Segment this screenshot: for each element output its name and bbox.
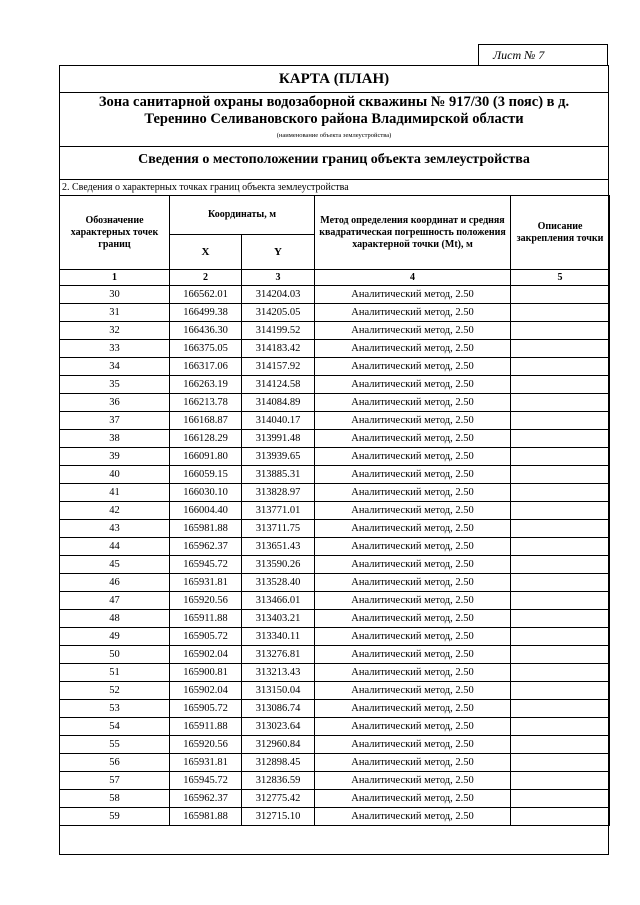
cell-description: [511, 682, 610, 700]
cell-description: [511, 556, 610, 574]
cell-y: 314199.52: [242, 322, 315, 340]
cell-point: 30: [60, 286, 170, 304]
cell-description: [511, 538, 610, 556]
table-body: [60, 286, 610, 826]
cell-y: 314040.17: [242, 412, 315, 430]
cell-description: [511, 376, 610, 394]
cell-y: 313828.97: [242, 484, 315, 502]
cell-x: 166499.38: [170, 304, 242, 322]
cell-y: 313086.74: [242, 700, 315, 718]
cell-description: [511, 286, 610, 304]
cell-point: 43: [60, 520, 170, 538]
table-row: [60, 358, 610, 376]
cell-x: 166562.01: [170, 286, 242, 304]
table-row: [60, 340, 610, 358]
cell-y: 314157.92: [242, 358, 315, 376]
cell-x: 166128.29: [170, 430, 242, 448]
cell-y: 313711.75: [242, 520, 315, 538]
cell-method: Аналитический метод, 2.50: [315, 376, 511, 394]
document-frame: [59, 65, 609, 855]
cell-y: 312836.59: [242, 772, 315, 790]
cell-description: [511, 790, 610, 808]
cell-y: 314204.03: [242, 286, 315, 304]
cell-x: 165931.81: [170, 574, 242, 592]
boundary-points-table: [59, 195, 610, 826]
table-row: [60, 538, 610, 556]
header-description: Описание закрепления точки: [511, 196, 610, 270]
cell-method: Аналитический метод, 2.50: [315, 772, 511, 790]
cell-point: 39: [60, 448, 170, 466]
table-row: [60, 592, 610, 610]
cell-y: 313403.21: [242, 610, 315, 628]
column-number: 4: [315, 270, 511, 286]
table-row: [60, 556, 610, 574]
cell-method: Аналитический метод, 2.50: [315, 502, 511, 520]
cell-x: 165981.88: [170, 808, 242, 826]
cell-point: 58: [60, 790, 170, 808]
cell-method: Аналитический метод, 2.50: [315, 322, 511, 340]
cell-point: 47: [60, 592, 170, 610]
document-title: КАРТА (ПЛАН): [278, 71, 390, 87]
cell-x: 166004.40: [170, 502, 242, 520]
cell-y: 313150.04: [242, 682, 315, 700]
cell-method: Аналитический метод, 2.50: [315, 430, 511, 448]
cell-y: 313991.48: [242, 430, 315, 448]
cell-method: Аналитический метод, 2.50: [315, 520, 511, 538]
cell-point: 48: [60, 610, 170, 628]
cell-description: [511, 646, 610, 664]
cell-description: [511, 322, 610, 340]
cell-point: 36: [60, 394, 170, 412]
cell-point: 50: [60, 646, 170, 664]
cell-y: 313023.64: [242, 718, 315, 736]
cell-method: Аналитический метод, 2.50: [315, 628, 511, 646]
cell-y: 313528.40: [242, 574, 315, 592]
cell-x: 165981.88: [170, 520, 242, 538]
table-row: [60, 682, 610, 700]
cell-x: 166059.15: [170, 466, 242, 484]
table-row: [60, 286, 610, 304]
cell-y: 313276.81: [242, 646, 315, 664]
cell-description: [511, 466, 610, 484]
cell-y: 313340.11: [242, 628, 315, 646]
table-row: [60, 412, 610, 430]
cell-description: [511, 736, 610, 754]
cell-method: Аналитический метод, 2.50: [315, 286, 511, 304]
cell-y: 313213.43: [242, 664, 315, 682]
column-number: 5: [511, 270, 610, 286]
cell-point: 45: [60, 556, 170, 574]
cell-method: Аналитический метод, 2.50: [315, 664, 511, 682]
subsection-title: 2. Сведения о характерных точках границ объекта землеустройства: [62, 182, 349, 193]
cell-method: Аналитический метод, 2.50: [315, 574, 511, 592]
cell-x: 166030.10: [170, 484, 242, 502]
cell-x: 165911.88: [170, 718, 242, 736]
divider: [60, 179, 608, 180]
cell-x: 165920.56: [170, 736, 242, 754]
cell-method: Аналитический метод, 2.50: [315, 592, 511, 610]
cell-method: Аналитический метод, 2.50: [315, 610, 511, 628]
table-row: [60, 376, 610, 394]
cell-point: 38: [60, 430, 170, 448]
cell-x: 165962.37: [170, 538, 242, 556]
cell-y: 314084.89: [242, 394, 315, 412]
cell-x: 166317.06: [170, 358, 242, 376]
table-row: [60, 628, 610, 646]
cell-x: 165905.72: [170, 700, 242, 718]
table-row: [60, 610, 610, 628]
object-name: Зона санитарной охраны водозаборной скважины № 917/30 (3 пояс) в д. Теренино Селивановского района Владимирской области: [98, 94, 570, 127]
cell-y: 314124.58: [242, 376, 315, 394]
cell-x: 165945.72: [170, 772, 242, 790]
cell-description: [511, 430, 610, 448]
cell-description: [511, 610, 610, 628]
table-row: [60, 772, 610, 790]
cell-x: 165945.72: [170, 556, 242, 574]
cell-method: Аналитический метод, 2.50: [315, 718, 511, 736]
cell-x: 166263.19: [170, 376, 242, 394]
table-row: [60, 484, 610, 502]
table-row: [60, 646, 610, 664]
cell-x: 165902.04: [170, 646, 242, 664]
cell-point: 53: [60, 700, 170, 718]
cell-point: 46: [60, 574, 170, 592]
cell-y: 312898.45: [242, 754, 315, 772]
cell-method: Аналитический метод, 2.50: [315, 304, 511, 322]
cell-method: Аналитический метод, 2.50: [315, 538, 511, 556]
cell-y: 313939.65: [242, 448, 315, 466]
cell-description: [511, 628, 610, 646]
cell-y: 314205.05: [242, 304, 315, 322]
cell-method: Аналитический метод, 2.50: [315, 736, 511, 754]
cell-point: 37: [60, 412, 170, 430]
cell-method: Аналитический метод, 2.50: [315, 412, 511, 430]
table-row: [60, 790, 610, 808]
cell-point: 56: [60, 754, 170, 772]
header-point: Обозначение характерных точек границ: [60, 196, 170, 270]
cell-x: 166168.87: [170, 412, 242, 430]
cell-y: 314183.42: [242, 340, 315, 358]
cell-method: Аналитический метод, 2.50: [315, 358, 511, 376]
cell-point: 57: [60, 772, 170, 790]
divider: [60, 146, 608, 147]
cell-point: 41: [60, 484, 170, 502]
cell-description: [511, 700, 610, 718]
cell-description: [511, 520, 610, 538]
table-row: [60, 430, 610, 448]
cell-method: Аналитический метод, 2.50: [315, 484, 511, 502]
cell-description: [511, 484, 610, 502]
table-row: [60, 808, 610, 826]
cell-point: 59: [60, 808, 170, 826]
header-method: Метод определения координат и средняя квадратическая погрешность положения характерной точки (Mt), м: [315, 196, 511, 270]
header-y: Y: [242, 235, 315, 270]
cell-description: [511, 448, 610, 466]
table-row: [60, 466, 610, 484]
cell-description: [511, 412, 610, 430]
cell-description: [511, 502, 610, 520]
table-row: [60, 754, 610, 772]
sheet-number: Лист № 7: [478, 44, 608, 66]
cell-y: 312715.10: [242, 808, 315, 826]
header-x: X: [170, 235, 242, 270]
cell-y: 313771.01: [242, 502, 315, 520]
cell-method: Аналитический метод, 2.50: [315, 340, 511, 358]
cell-point: 49: [60, 628, 170, 646]
table-row: [60, 736, 610, 754]
cell-method: Аналитический метод, 2.50: [315, 790, 511, 808]
cell-x: 165902.04: [170, 682, 242, 700]
cell-method: Аналитический метод, 2.50: [315, 394, 511, 412]
table-row: [60, 448, 610, 466]
cell-x: 165962.37: [170, 790, 242, 808]
cell-description: [511, 394, 610, 412]
table-row: [60, 520, 610, 538]
cell-description: [511, 592, 610, 610]
cell-description: [511, 664, 610, 682]
cell-point: 35: [60, 376, 170, 394]
cell-x: 166375.05: [170, 340, 242, 358]
cell-description: [511, 718, 610, 736]
cell-description: [511, 772, 610, 790]
cell-method: Аналитический метод, 2.50: [315, 646, 511, 664]
cell-point: 40: [60, 466, 170, 484]
cell-description: [511, 304, 610, 322]
cell-y: 313651.43: [242, 538, 315, 556]
cell-description: [511, 574, 610, 592]
cell-y: 312775.42: [242, 790, 315, 808]
cell-description: [511, 358, 610, 376]
cell-method: Аналитический метод, 2.50: [315, 556, 511, 574]
table-row: [60, 574, 610, 592]
cell-method: Аналитический метод, 2.50: [315, 808, 511, 826]
cell-x: 165920.56: [170, 592, 242, 610]
object-name-caption: (наименование объекта землеустройства): [276, 132, 392, 139]
cell-point: 34: [60, 358, 170, 376]
cell-y: 313885.31: [242, 466, 315, 484]
cell-point: 54: [60, 718, 170, 736]
cell-point: 32: [60, 322, 170, 340]
cell-y: 313466.01: [242, 592, 315, 610]
divider: [60, 92, 608, 93]
cell-x: 165900.81: [170, 664, 242, 682]
cell-point: 31: [60, 304, 170, 322]
table-row: [60, 718, 610, 736]
cell-x: 165905.72: [170, 628, 242, 646]
cell-y: 312960.84: [242, 736, 315, 754]
cell-description: [511, 754, 610, 772]
cell-x: 166213.78: [170, 394, 242, 412]
column-number: 3: [242, 270, 315, 286]
cell-x: 166436.30: [170, 322, 242, 340]
column-number: 2: [170, 270, 242, 286]
cell-point: 55: [60, 736, 170, 754]
cell-y: 313590.26: [242, 556, 315, 574]
table-row: [60, 304, 610, 322]
cell-description: [511, 808, 610, 826]
cell-description: [511, 340, 610, 358]
table-row: [60, 322, 610, 340]
cell-x: 165911.88: [170, 610, 242, 628]
cell-point: 33: [60, 340, 170, 358]
cell-point: 44: [60, 538, 170, 556]
table-row: [60, 394, 610, 412]
cell-x: 166091.80: [170, 448, 242, 466]
table-row: [60, 502, 610, 520]
cell-method: Аналитический метод, 2.50: [315, 682, 511, 700]
table-row: [60, 664, 610, 682]
column-number: 1: [60, 270, 170, 286]
section-title: Сведения о местоположении границ объекта землеустройства: [138, 152, 530, 167]
cell-point: 52: [60, 682, 170, 700]
header-coordinates: Координаты, м: [170, 196, 315, 235]
cell-x: 165931.81: [170, 754, 242, 772]
cell-method: Аналитический метод, 2.50: [315, 754, 511, 772]
cell-method: Аналитический метод, 2.50: [315, 448, 511, 466]
cell-point: 51: [60, 664, 170, 682]
cell-method: Аналитический метод, 2.50: [315, 700, 511, 718]
table-row: [60, 700, 610, 718]
cell-method: Аналитический метод, 2.50: [315, 466, 511, 484]
cell-point: 42: [60, 502, 170, 520]
